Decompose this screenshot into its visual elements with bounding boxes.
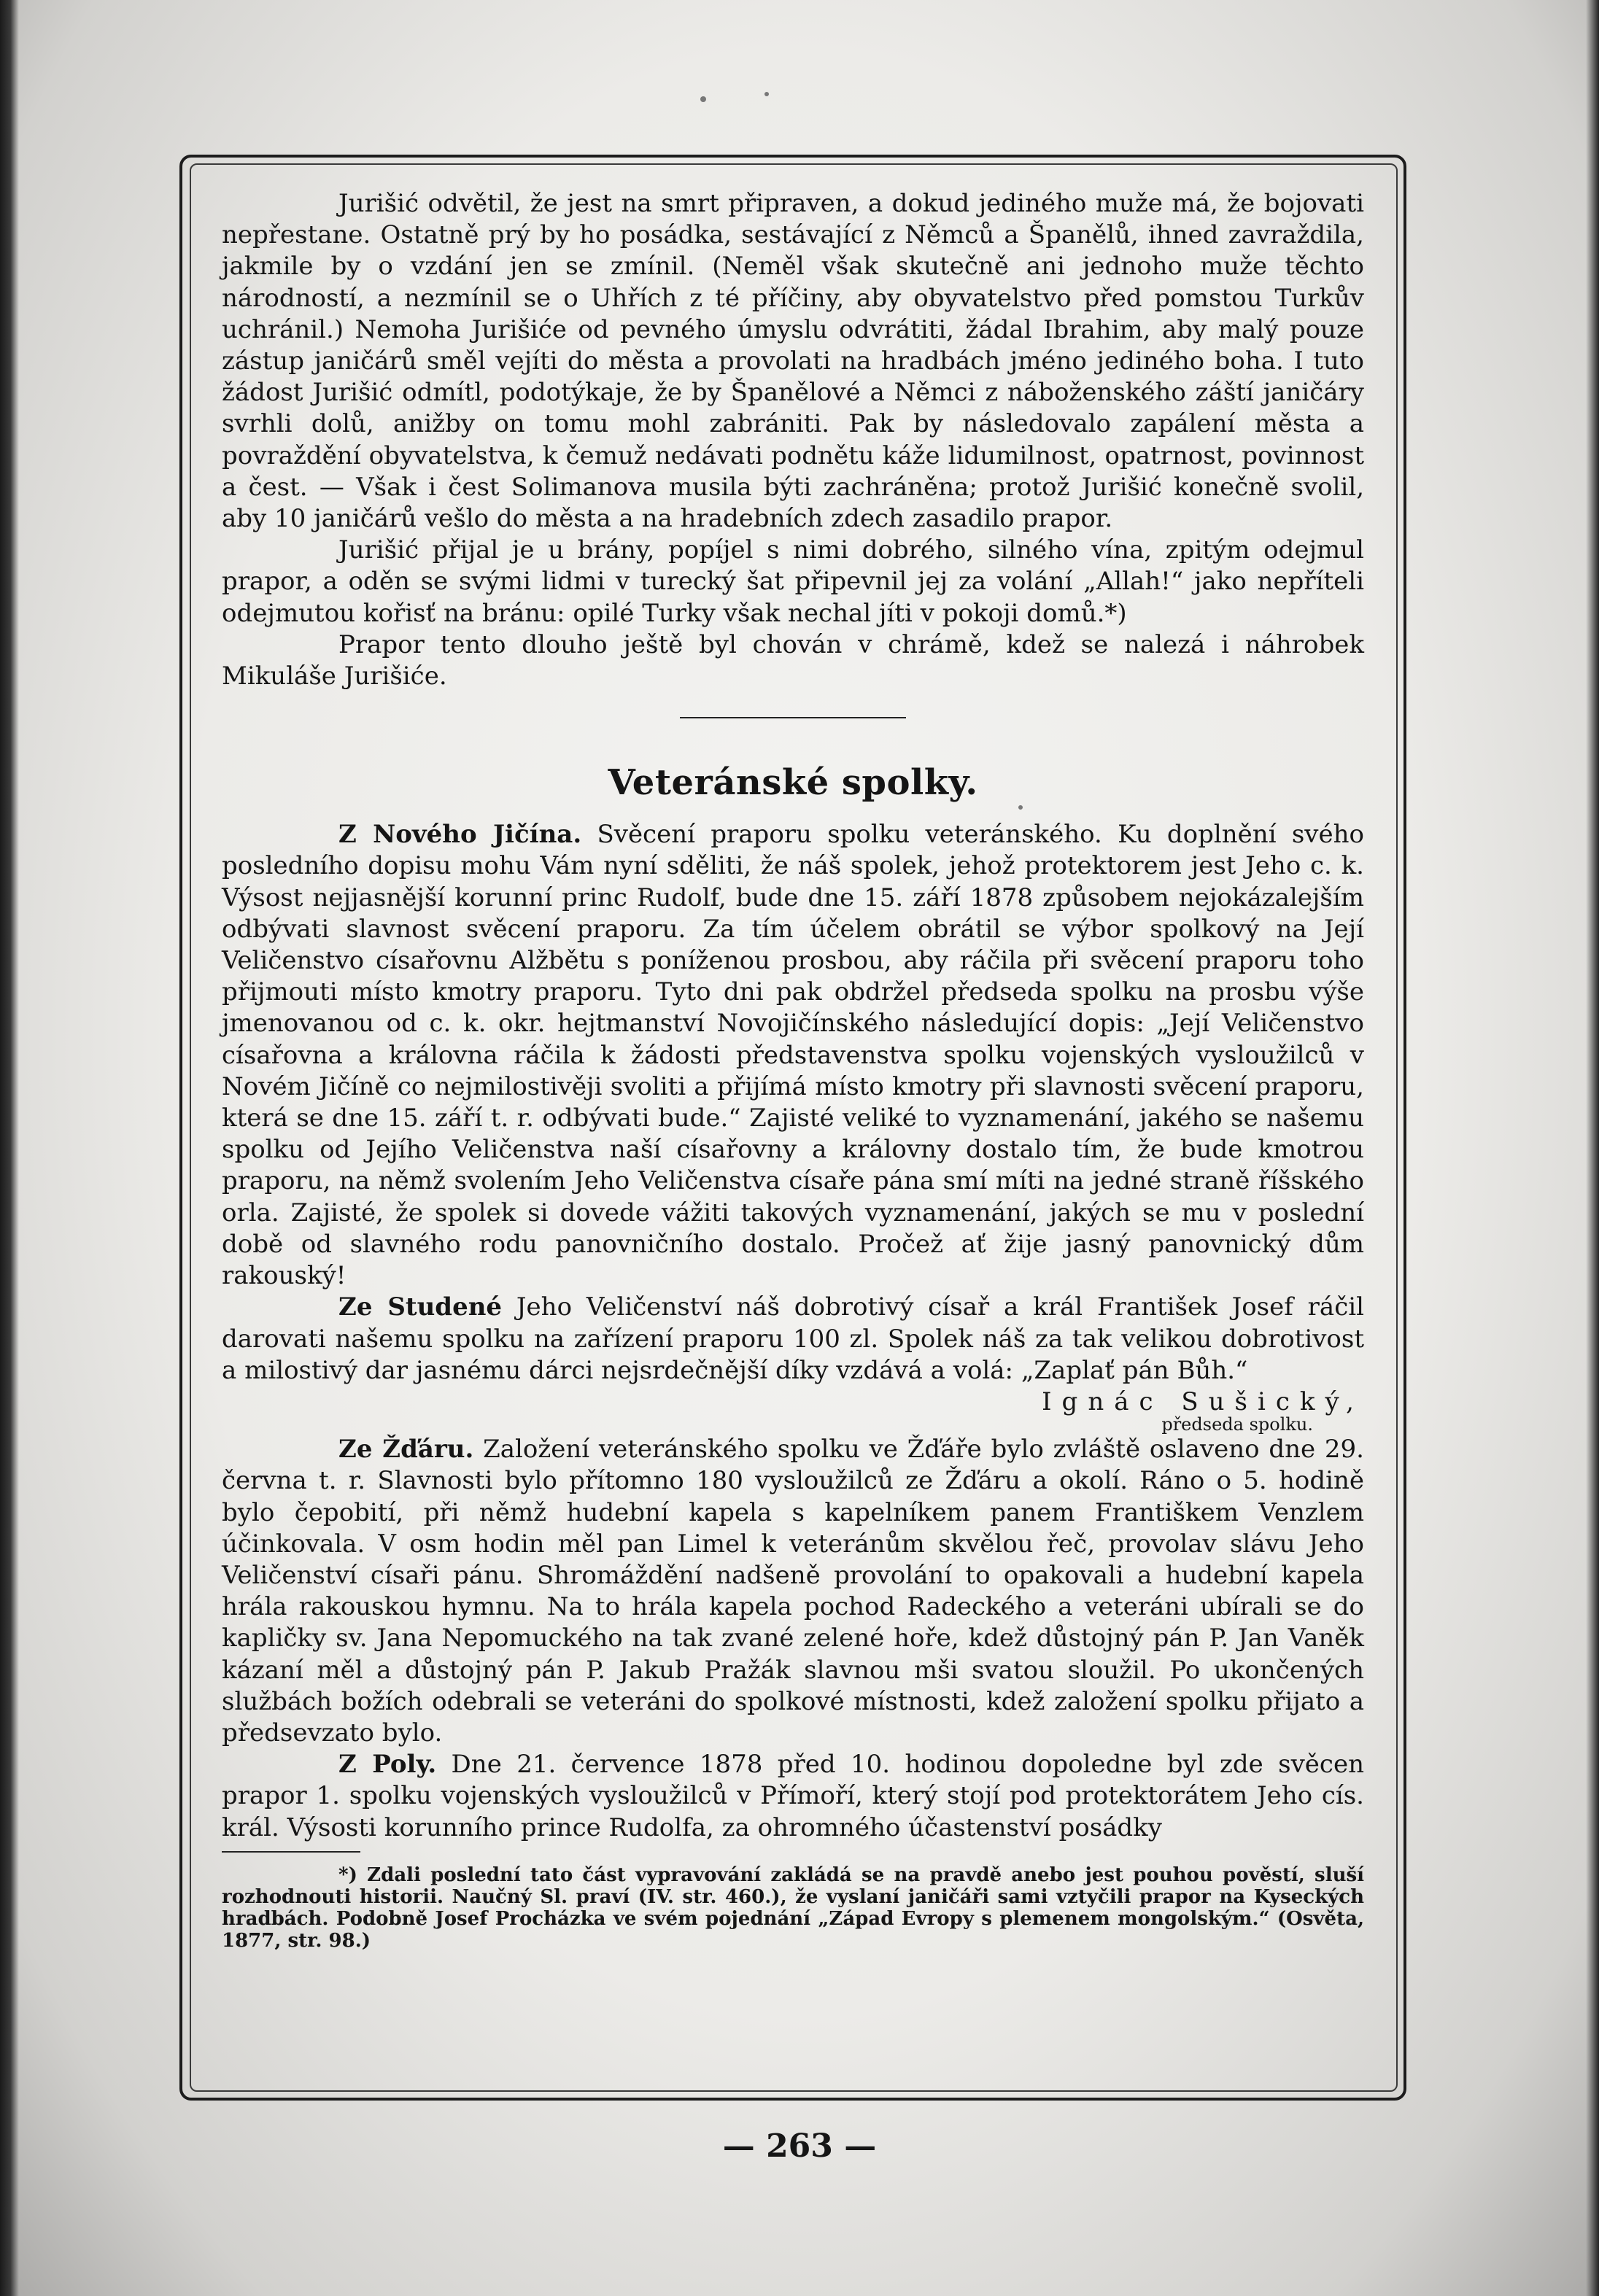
report-studena — [222, 1292, 1364, 1386]
report-zdar — [222, 1434, 1364, 1749]
scan-edge-right — [1586, 0, 1599, 2296]
signature-line — [222, 1386, 1364, 1418]
footnote: *) Zdali poslední tato část vypravování zakládá se na pravdě anebo jest pouhou pověstí, sluší rozhodnouti historii. Naučný Sl. praví (IV. str. 460.), že vyslaní janičáři sami vztyčili prapor na Kyseckých hradbách. Podobně Josef Procházka ve svém pojednání „Západ Evropy s plemenem mongolským.“ (Osvěta, 1877, str. 98.) — [222, 1863, 1364, 1952]
scan-edge-left — [0, 0, 19, 2296]
page-number: — 263 — — [722, 2128, 877, 2165]
section-heading: Veteránské spolky. — [608, 762, 978, 804]
report-text: Jeho Veličenství náš dobrotivý císař a král František Josef ráčil darovati našemu spolku na zařízení praporu 100 zl. Spolek náš za tak velikou dobrotivost a milostivý dar jasnému dárci nejsrdečnější díky vzdává a volá: „Zaplať pán Bůh.“ — [222, 1292, 1364, 1385]
signature-name: Ignác Sušický, — [1042, 1386, 1364, 1416]
paragraph-flag-kept: Prapor tento dlouho ještě byl chován v chrámě, kdež se nalezá i náhrobek Mikuláše Jurišiće. — [222, 629, 1364, 691]
footnote-rule — [222, 1851, 360, 1853]
report-place: Z Nového Jičína. — [338, 820, 582, 850]
signature-role: předseda spolku. — [1161, 1414, 1313, 1435]
paragraph-jurisic-flag: Jurišić přijal je u brány, popíjel s nimi dobrého, silného vína, zpitým odejmul prapor, a oděn se svými lidmi v turecký šat připevnil jej za volání „Allah!“ jako nepříteli odejmutou kořisť na bránu: opilé Turky však nechal jíti v pokoji domů.*) — [222, 535, 1364, 628]
section-divider — [680, 717, 906, 718]
report-pola — [222, 1749, 1364, 1844]
report-text: Svěcení praporu spolku veteránského. Ku doplnění svého posledního dopisu mohu Vám nyní sděliti, že náš spolek, jehož protektorem jest Jeho c. k. Výsost nejjasnější korunní princ Rudolf, bude dne 15. září 1878 způsobem nejokázalejším odbývati slavnost svěcení praporu. Za tím účelem obrátil se výbor spolkový na Její Veličenstvo císařovnu Alžbětu s poníženou prosbou, aby ráčila při svěcení praporu toho přijmouti místo kmotry praporu. Tyto dni pak obdržel předseda spolku na prosbu výše jmenovanou od c. k. okr. hejtmanství Novojičínského následující dopis: „Její Veličenstvo císařovna a královna ráčila k žádosti představenstva spolku vojenských vysloužilců v Novém Jičíně co nejmilostivěji svoliti a přijímá místo kmotry při slavnosti svěcení praporu, která se dne 15. září t. r. odbývati bude.“ Zajisté veliké to vyznamenání, jakého se našemu spolku od Jejího Veličenstva naší císařovny a královny dostalo tím, že bude kmotrou praporu, na němž svolením Jeho Veličenstva císaře pána smí míti na jedné straně říšského orla. Zajisté, že spolek si dovede vážiti takových vyznamenání, jakých se mu v poslední době od slavného rodu panovničního dostalo. Pročež ať žije jasný panovnický dům rakouský! — [222, 820, 1364, 1291]
scan-speck — [700, 96, 706, 102]
report-text: Založení veteránského spolku ve Žďáře bylo zvláště oslaveno dne 29. června t. r. Slavnosti bylo přítomno 180 vysloužilců ze Žďáru a okolí. Ráno o 5. hodině bylo čepobití, při němž hudební kapela s kapelníkem panem Františkem Venzlem účinkovala. V osm hodin měl pan Limel k veteránům skvělou řeč, provolav slávu Jeho Veličenství císaři pánu. Shromáždění nadšeně provolání to opakovali a hudební kapela hrála rakouskou hymnu. Na to hrála kapela pochod Radeckého a veteráni ubírali se do kapličky sv. Jana Nepomuckého na tak zvané zelené hoře, kdež důstojný pán P. Jan Vaněk kázaní měl a důstojný pán P. Jakub Pražák slavnou mši svatou sloužil. Po ukončených službách božích odebrali se veteráni do spolkové místnosti, kdež založení spolku přijato a předsevzato bylo. — [222, 1435, 1364, 1748]
report-place: Ze Studené — [338, 1292, 503, 1322]
report-place: Ze Žďáru. — [338, 1435, 474, 1465]
report-novy-jicin — [222, 819, 1364, 1292]
report-place: Z Poly. — [338, 1750, 437, 1780]
page-content — [222, 188, 1364, 1952]
scan-speck — [764, 92, 769, 96]
paragraph-jurisic-reply: Jurišić odvětil, že jest na smrt připraven, a dokud jediného muže má, že bojovati nepřestane. Ostatně prý by ho posádka, sestávající z Němců a Španělů, ihned zavraždila, jakmile by o vzdání jen se zmínil. (Neměl však skutečně ani jednoho muže těchto národností, a nezmínil se o Uhřích z té příčiny, aby obyvatelstvo před pomstou Turkův uchránil.) Nemoha Jurišiće od pevného úmyslu odvrátiti, žádal Ibrahim, aby malý pouze zástup janičárů směl vejíti do města a provolati na hradbách jméno jediného boha. I tuto žádost Jurišić odmítl, podotýkaje, že by Španělové a Němci z náboženského záští janičáry svrhli dolů, anižby on tomu mohl zabrániti. Pak by následovalo zapálení města a povraždění obyvatelstva, k čemuž nedávati podnětu káže lidumilnost, opatrnost, povinnost a čest. — Však i čest Solimanova musila býti zachráněna; protož Jurišić konečně svolil, aby 10 janičárů vešlo do města a na hradebních zdech zasadilo prapor. — [222, 189, 1364, 534]
report-text: Dne 21. července 1878 před 10. hodinou dopoledne byl zde svěcen prapor 1. spolku vojenských vysloužilců v Přímoří, který stojí pod protektorátem Jeho cís. král. Výsosti korunního prince Rudolfa, za ohromného účastenství posádky — [222, 1750, 1364, 1842]
